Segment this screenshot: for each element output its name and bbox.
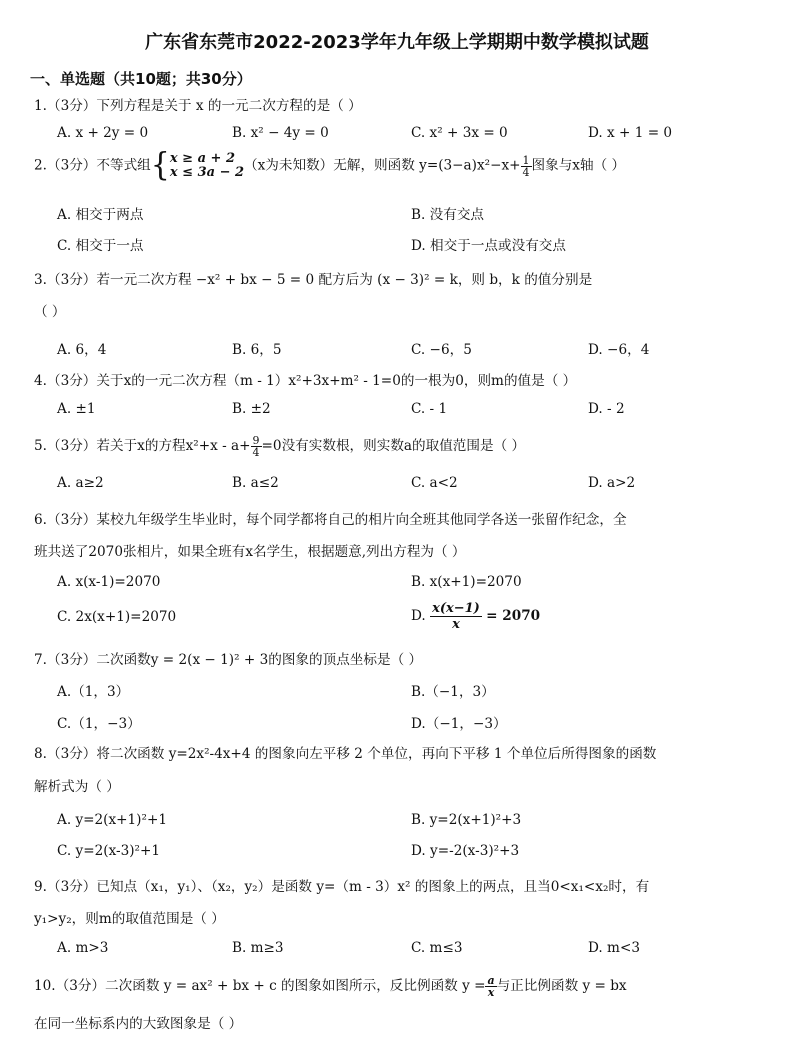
- q2-ineq-1: x ≥ a + 2: [169, 151, 235, 166]
- question-2-text: [34, 147, 626, 184]
- q1-option-b[interactable]: B. x² − 4y = 0: [232, 125, 329, 141]
- q7-option-d[interactable]: D.（−1，−3）: [411, 716, 507, 732]
- q8-option-d[interactable]: D. y=-2(x-3)²+3: [411, 843, 520, 859]
- question-5-text: [34, 434, 525, 458]
- q4-option-c[interactable]: C. - 1: [411, 401, 448, 417]
- q6-option-d[interactable]: [411, 601, 540, 632]
- question-3-text-cont: （ ）: [34, 304, 66, 320]
- q8-option-b[interactable]: B. y=2(x+1)²+3: [411, 812, 522, 828]
- brace-icon: {: [150, 147, 170, 184]
- q7-option-c[interactable]: C.（1，−3）: [57, 716, 141, 732]
- q2-suffix: 图象与x轴（ ）: [531, 157, 626, 174]
- q5-frac-num: 9: [252, 434, 260, 447]
- question-6-text-cont: 班共送了2070张相片，如果全班有x名学生，根据题意,列出方程为（ ）: [34, 544, 466, 560]
- q9-option-b[interactable]: B. m≥3: [232, 940, 284, 956]
- q6-option-a[interactable]: A. x(x-1)=2070: [57, 574, 161, 590]
- q1-option-c[interactable]: C. x² + 3x = 0: [411, 125, 508, 141]
- q5-option-c[interactable]: C. a<2: [411, 475, 458, 491]
- q3-option-c[interactable]: C. −6，5: [411, 342, 472, 358]
- q9-option-a[interactable]: A. m>3: [57, 940, 109, 956]
- q3-option-d[interactable]: D. −6，4: [588, 342, 650, 358]
- q7-option-a[interactable]: A.（1，3）: [57, 684, 130, 700]
- q6-option-d-rhs: = 2070: [486, 608, 541, 624]
- page-title: 广东省东莞市2022-2023学年九年级上学期期中数学模拟试题: [145, 32, 649, 53]
- q2-option-c[interactable]: C. 相交于一点: [57, 238, 144, 254]
- q6-option-c[interactable]: C. 2x(x+1)=2070: [57, 609, 177, 625]
- q3-option-a[interactable]: A. 6，4: [57, 342, 107, 358]
- q5-option-a[interactable]: A. a≥2: [57, 475, 104, 491]
- q5-option-b[interactable]: B. a≤2: [232, 475, 279, 491]
- q8-option-a[interactable]: A. y=2(x+1)²+1: [57, 812, 167, 828]
- q5-prefix: 5.（3分）若关于x的方程x²+x - a+: [34, 438, 251, 454]
- q2-prefix: 2.（3分）不等式组: [34, 157, 151, 174]
- q4-option-a[interactable]: A. ±1: [57, 401, 96, 417]
- section-heading: 一、单选题（共10题；共30分）: [30, 70, 252, 88]
- question-6-text: 6.（3分）某校九年级学生毕业时，每个同学都将自己的相片向全班其他同学各送一张留作纪念，全: [34, 512, 627, 528]
- q5-option-d[interactable]: D. a>2: [588, 475, 636, 491]
- q6-d-den: x: [452, 617, 460, 632]
- q10-fraction: [485, 975, 496, 998]
- question-10-text-cont: 在同一坐标系内的大致图象是（ ）: [34, 1016, 243, 1032]
- question-10-text: [34, 974, 627, 998]
- q6-option-b[interactable]: B. x(x+1)=2070: [411, 574, 522, 590]
- question-4-text: 4.（3分）关于x的一元二次方程（m - 1）x²+3x+m² - 1=0的一根为0，则m的值是（ ）: [34, 373, 577, 389]
- q2-ineq-2: x ≤ 3a − 2: [169, 165, 245, 180]
- question-7-text: 7.（3分）二次函数y = 2(x − 1)² + 3的图象的顶点坐标是（ ）: [34, 652, 423, 668]
- q6-option-d-label: D.: [411, 608, 426, 624]
- question-9-text-cont: y₁>y₂，则m的取值范围是（ ）: [34, 911, 225, 927]
- question-8-text-cont: 解析式为（ ）: [34, 779, 120, 795]
- q6-d-num: x(x−1): [432, 601, 480, 616]
- q7-option-b[interactable]: B.（−1，3）: [411, 684, 495, 700]
- q4-option-b[interactable]: B. ±2: [232, 401, 271, 417]
- q2-frac-num: 1: [522, 153, 530, 167]
- q8-option-c[interactable]: C. y=2(x-3)²+1: [57, 843, 161, 859]
- q9-option-d[interactable]: D. m<3: [588, 940, 640, 956]
- q3-option-b[interactable]: B. 6，5: [232, 342, 282, 358]
- q9-option-c[interactable]: C. m≤3: [411, 940, 463, 956]
- q2-option-a[interactable]: A. 相交于两点: [57, 207, 144, 223]
- q10-prefix: 10.（3分）二次函数 y = ax² + bx + c 的图象如图所示，反比例函数 y =: [34, 978, 486, 994]
- question-3-text: 3.（3分）若一元二次方程 −x² + bx − 5 = 0 配方后为 (x − 3)² = k，则 b，k 的值分别是: [34, 272, 593, 288]
- inequality-system: [170, 152, 244, 180]
- question-1-text: 1.（3分）下列方程是关于 x 的一元二次方程的是（ ）: [34, 98, 362, 114]
- q2-option-d[interactable]: D. 相交于一点或没有交点: [411, 238, 566, 254]
- q2-frac-den: 4: [522, 165, 530, 179]
- q2-middle: （x为未知数）无解，则函数 y=(3−a)x²−x+: [244, 157, 521, 174]
- q1-option-d[interactable]: D. x + 1 = 0: [588, 125, 673, 141]
- q10-suffix: 与正比例函数 y = bx: [496, 978, 627, 994]
- question-9-text: 9.（3分）已知点（x₁，y₁）、（x₂，y₂）是函数 y=（m - 3）x² 的图象上的两点，且当0<x₁<x₂时，有: [34, 879, 650, 895]
- q2-fraction: [521, 155, 532, 178]
- q6-option-d-fraction: [430, 601, 482, 632]
- q5-frac-den: 4: [252, 446, 260, 459]
- q10-frac-num: a: [487, 974, 495, 987]
- q4-option-d[interactable]: D. - 2: [588, 401, 625, 417]
- q5-suffix: =0没有实数根，则实数a的取值范围是（ ）: [261, 438, 526, 454]
- question-8-text: 8.（3分）将二次函数 y=2x²-4x+4 的图象向左平移 2 个单位，再向下平移 1 个单位后所得图象的函数: [34, 746, 657, 762]
- q10-frac-den: x: [487, 986, 495, 999]
- q5-fraction: [251, 435, 262, 458]
- q2-option-b[interactable]: B. 没有交点: [411, 207, 485, 223]
- q1-option-a[interactable]: A. x + 2y = 0: [57, 125, 149, 141]
